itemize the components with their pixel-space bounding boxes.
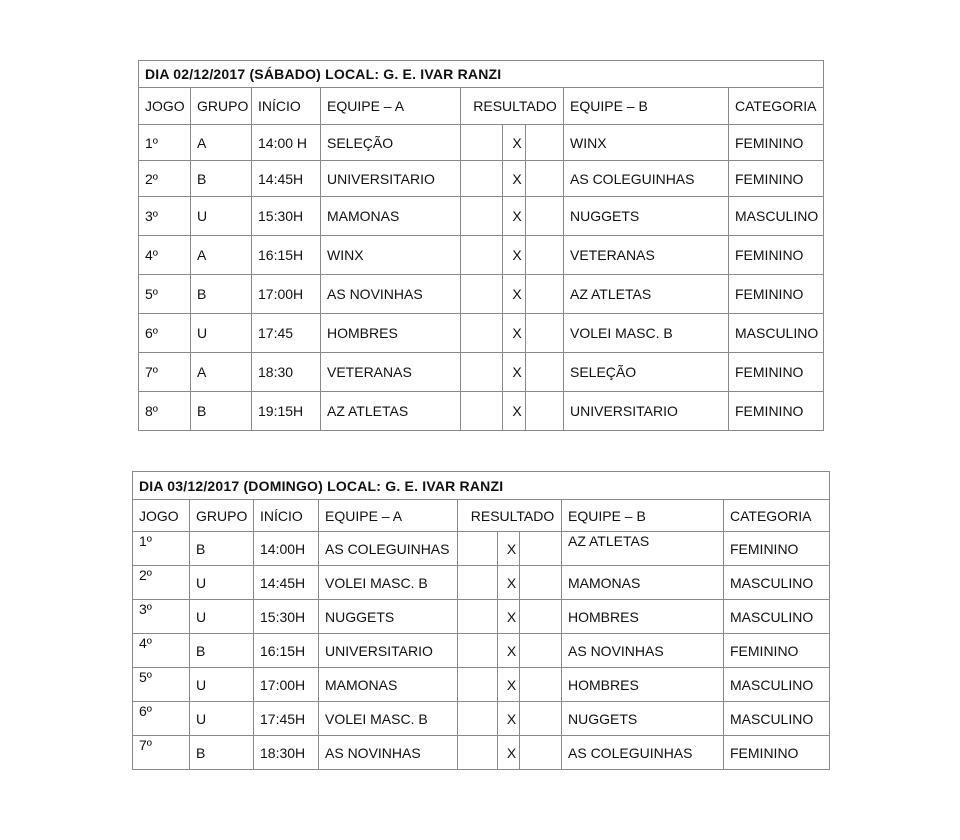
cell-versus: X [498,600,520,634]
table-row [139,275,824,314]
cell-grupo: A [191,125,252,161]
cell-inicio: 18:30 [252,353,321,392]
table-row [139,125,824,161]
cell-versus: X [503,125,526,161]
col-header-equipe-a: EQUIPE – A [319,500,458,532]
cell-equipe-a: UNIVERSITARIO [321,161,461,197]
cell-score-b [520,668,562,702]
cell-jogo: 7º [133,736,190,770]
cell-grupo: U [191,314,252,353]
cell-score-b [526,275,564,314]
col-header-jogo: JOGO [133,500,190,532]
cell-score-b [520,600,562,634]
cell-score-b [526,392,564,431]
cell-score-a [461,314,503,353]
cell-score-b [526,236,564,275]
cell-score-a [461,353,503,392]
cell-versus: X [503,275,526,314]
cell-versus: X [498,566,520,600]
cell-grupo: B [191,161,252,197]
table-row [139,314,824,353]
cell-grupo: A [191,353,252,392]
cell-equipe-a: AZ ATLETAS [321,392,461,431]
cell-categoria: FEMININO [724,736,830,770]
day2-title: DIA 03/12/2017 (DOMINGO) LOCAL: G. E. IVAR RANZI [133,472,830,500]
cell-inicio: 17:00H [254,668,319,702]
cell-categoria: FEMININO [724,634,830,668]
cell-categoria: MASCULINO [724,702,830,736]
cell-inicio: 19:15H [252,392,321,431]
cell-jogo: 5º [133,668,190,702]
cell-categoria: FEMININO [729,125,824,161]
cell-jogo: 5º [139,275,191,314]
cell-inicio: 17:45 [252,314,321,353]
cell-score-b [520,702,562,736]
cell-categoria: MASCULINO [724,600,830,634]
cell-jogo: 8º [139,392,191,431]
cell-equipe-b: UNIVERSITARIO [564,392,729,431]
table-row [139,236,824,275]
schedule-table-day1 [138,60,824,431]
cell-jogo: 6º [139,314,191,353]
cell-inicio: 18:30H [254,736,319,770]
cell-inicio: 14:00H [254,532,319,566]
cell-equipe-b: AZ ATLETAS [564,275,729,314]
table-row [133,634,830,668]
cell-equipe-b: AS NOVINHAS [562,634,724,668]
cell-score-a [458,702,498,736]
cell-score-a [458,600,498,634]
cell-versus: X [503,314,526,353]
col-header-grupo: GRUPO [190,500,254,532]
cell-equipe-b: SELEÇÃO [564,353,729,392]
cell-versus: X [503,236,526,275]
cell-categoria: MASCULINO [729,197,824,236]
cell-equipe-a: VOLEI MASC. B [319,566,458,600]
cell-score-a [458,668,498,702]
cell-jogo: 6º [133,702,190,736]
schedule-table-day2 [132,471,830,770]
cell-jogo: 3º [133,600,190,634]
cell-categoria: FEMININO [729,392,824,431]
cell-versus: X [503,392,526,431]
cell-jogo: 4º [139,236,191,275]
cell-categoria: MASCULINO [724,668,830,702]
cell-versus: X [498,668,520,702]
cell-equipe-b: MAMONAS [562,566,724,600]
cell-score-b [526,197,564,236]
cell-equipe-b: AS COLEGUINHAS [562,736,724,770]
cell-score-b [526,314,564,353]
cell-categoria: MASCULINO [729,314,824,353]
col-header-categoria: CATEGORIA [724,500,830,532]
cell-inicio: 14:00 H [252,125,321,161]
cell-equipe-b: NUGGETS [562,702,724,736]
cell-grupo: B [190,532,254,566]
cell-inicio: 17:00H [252,275,321,314]
cell-grupo: A [191,236,252,275]
cell-score-a [461,275,503,314]
cell-equipe-a: AS COLEGUINHAS [319,532,458,566]
cell-score-a [461,161,503,197]
col-header-resultado: RESULTADO [461,88,564,125]
table-row [139,392,824,431]
cell-equipe-b: AS COLEGUINHAS [564,161,729,197]
table-row [133,600,830,634]
cell-score-b [526,125,564,161]
cell-jogo: 7º [139,353,191,392]
cell-score-b [520,566,562,600]
cell-jogo: 1º [139,125,191,161]
cell-jogo: 2º [133,566,190,600]
table-row [133,566,830,600]
cell-equipe-a: UNIVERSITARIO [319,634,458,668]
cell-score-b [520,634,562,668]
cell-categoria: FEMININO [729,275,824,314]
col-header-grupo: GRUPO [191,88,252,125]
col-header-inicio: INÍCIO [254,500,319,532]
cell-categoria: FEMININO [729,161,824,197]
cell-equipe-b: AZ ATLETAS [562,532,724,566]
cell-equipe-a: AS NOVINHAS [321,275,461,314]
cell-inicio: 16:15H [252,236,321,275]
day2-header-row [133,500,830,532]
cell-grupo: U [190,702,254,736]
cell-score-a [458,736,498,770]
cell-versus: X [503,161,526,197]
col-header-equipe-b: EQUIPE – B [564,88,729,125]
cell-categoria: MASCULINO [724,566,830,600]
cell-score-a [458,634,498,668]
cell-equipe-b: VOLEI MASC. B [564,314,729,353]
table-row [133,668,830,702]
cell-score-a [461,125,503,161]
cell-versus: X [498,532,520,566]
cell-versus: X [503,197,526,236]
cell-equipe-a: MAMONAS [319,668,458,702]
cell-equipe-b: VETERANAS [564,236,729,275]
table-row [133,532,830,566]
cell-inicio: 17:45H [254,702,319,736]
cell-inicio: 15:30H [252,197,321,236]
cell-jogo: 2º [139,161,191,197]
cell-equipe-a: VOLEI MASC. B [319,702,458,736]
cell-grupo: U [190,566,254,600]
cell-inicio: 14:45H [254,566,319,600]
cell-grupo: U [190,668,254,702]
table-row [133,702,830,736]
table-row [139,197,824,236]
cell-grupo: B [190,634,254,668]
cell-equipe-b: WINX [564,125,729,161]
cell-grupo: B [190,736,254,770]
cell-equipe-a: NUGGETS [319,600,458,634]
cell-grupo: B [191,275,252,314]
cell-inicio: 14:45H [252,161,321,197]
cell-grupo: U [191,197,252,236]
cell-categoria: FEMININO [724,532,830,566]
cell-score-b [526,353,564,392]
cell-equipe-b: HOMBRES [562,668,724,702]
table-row [139,161,824,197]
cell-equipe-a: MAMONAS [321,197,461,236]
cell-jogo: 1º [133,532,190,566]
col-header-inicio: INÍCIO [252,88,321,125]
cell-inicio: 15:30H [254,600,319,634]
cell-equipe-a: HOMBRES [321,314,461,353]
col-header-equipe-a: EQUIPE – A [321,88,461,125]
col-header-equipe-b: EQUIPE – B [562,500,724,532]
cell-categoria: FEMININO [729,353,824,392]
col-header-resultado: RESULTADO [458,500,562,532]
cell-score-a [461,392,503,431]
cell-grupo: B [191,392,252,431]
cell-versus: X [498,702,520,736]
cell-equipe-a: VETERANAS [321,353,461,392]
col-header-jogo: JOGO [139,88,191,125]
cell-score-b [520,532,562,566]
cell-equipe-a: WINX [321,236,461,275]
cell-categoria: FEMININO [729,236,824,275]
cell-score-a [458,566,498,600]
cell-grupo: U [190,600,254,634]
day1-header-row [139,88,824,125]
col-header-categoria: CATEGORIA [729,88,824,125]
cell-equipe-a: AS NOVINHAS [319,736,458,770]
cell-versus: X [498,736,520,770]
cell-jogo: 3º [139,197,191,236]
cell-score-b [526,161,564,197]
cell-versus: X [503,353,526,392]
cell-score-b [520,736,562,770]
cell-equipe-b: NUGGETS [564,197,729,236]
cell-equipe-b: HOMBRES [562,600,724,634]
table-row [139,353,824,392]
cell-score-a [461,197,503,236]
day1-title: DIA 02/12/2017 (SÁBADO) LOCAL: G. E. IVAR RANZI [139,61,824,88]
cell-versus: X [498,634,520,668]
cell-score-a [458,532,498,566]
table-row [133,736,830,770]
cell-equipe-a: SELEÇÃO [321,125,461,161]
cell-inicio: 16:15H [254,634,319,668]
cell-score-a [461,236,503,275]
cell-jogo: 4º [133,634,190,668]
